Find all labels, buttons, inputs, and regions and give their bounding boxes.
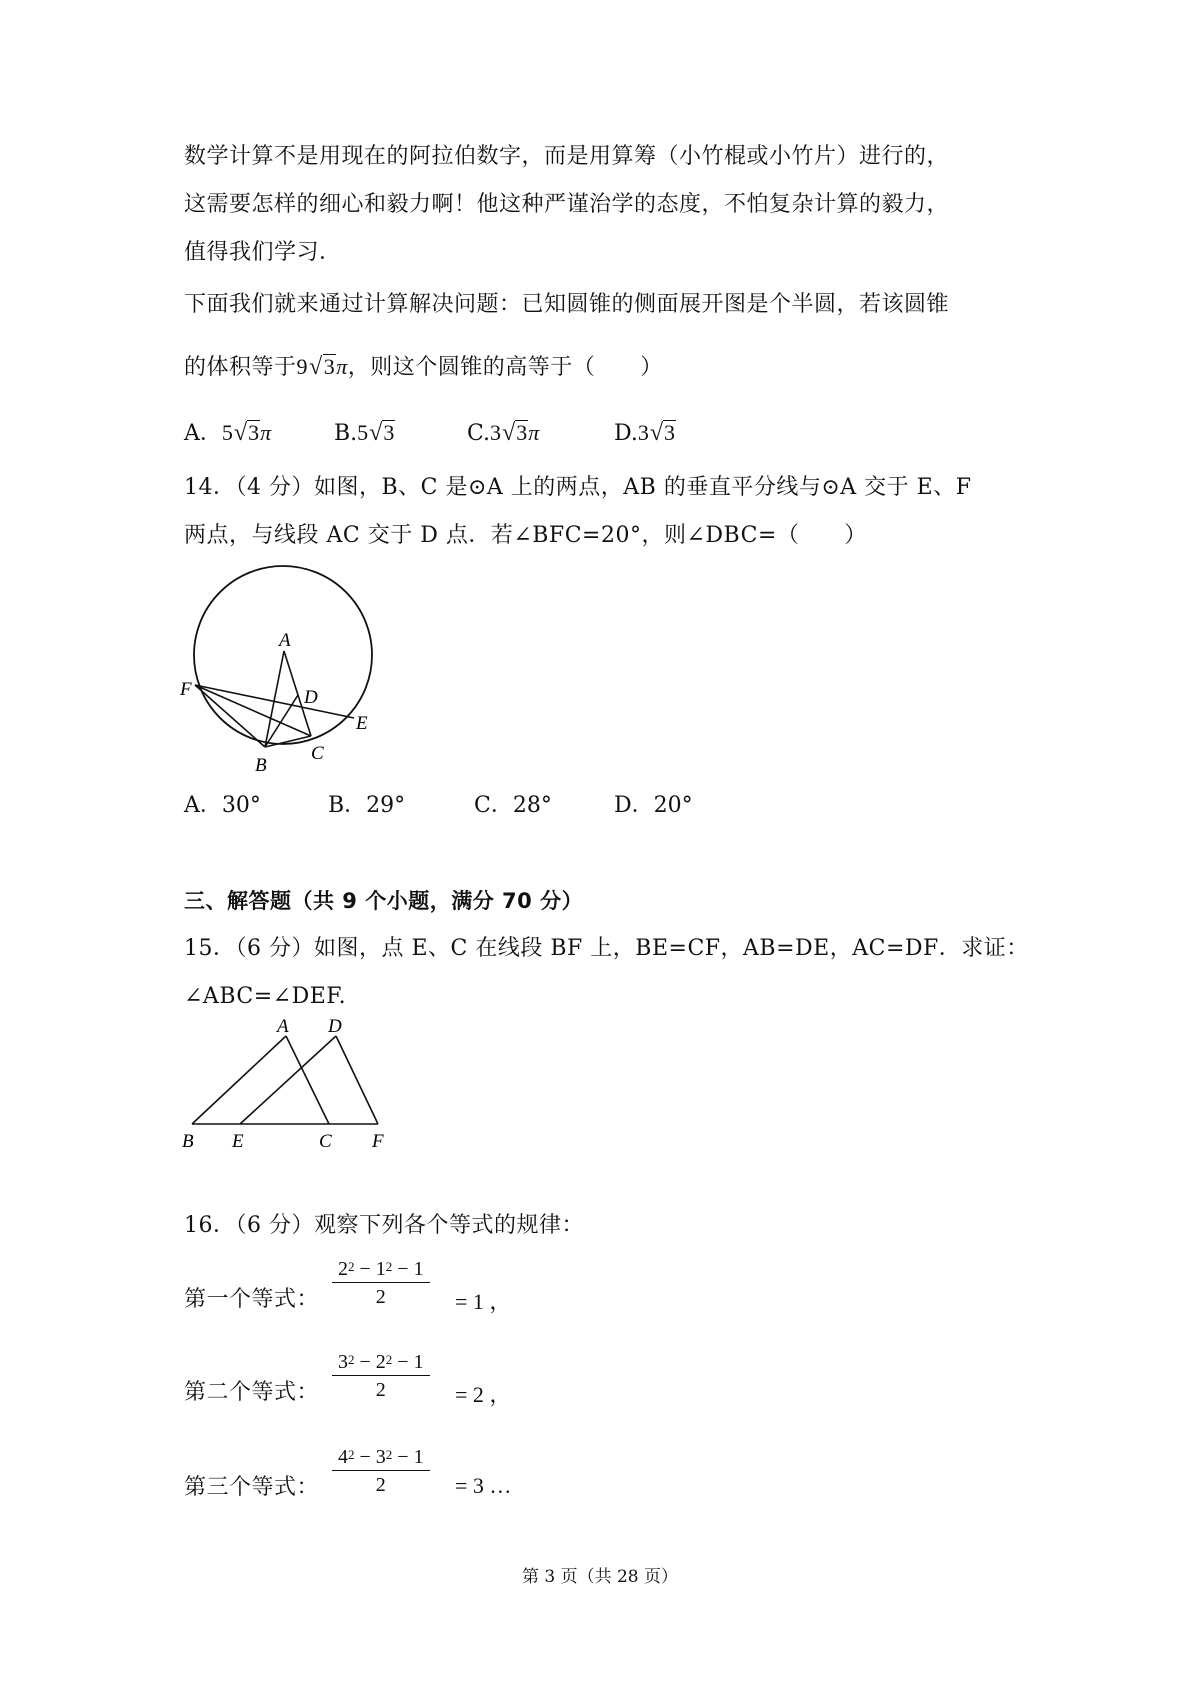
segment-df <box>336 1036 378 1124</box>
segment-fb <box>195 685 265 747</box>
label-f: F <box>372 1131 384 1148</box>
q14-line-1: 14．（4 分）如图，B、C 是⊙A 上的两点，AB 的垂直平分线与⊙A 交于 E、F <box>184 475 972 500</box>
paragraph-line-4: 下面我们就来通过计算解决问题：已知圆锥的侧面展开图是个半圆，若该圆锥 <box>184 292 950 317</box>
label-b: B <box>182 1131 194 1148</box>
eq3-label: 第三个等式： <box>184 1475 320 1500</box>
label-c: C <box>311 743 324 764</box>
eq2-fraction: $\frac{3^2 - 2^2 - 1}{2}$ <box>332 1349 430 1404</box>
q16-line-1: 16．（6 分）观察下列各个等式的规律： <box>184 1213 584 1238</box>
eq2-rhs: = 2 ， <box>455 1382 512 1407</box>
label-f: F <box>180 679 192 700</box>
q14-option-b: B．29° <box>328 793 406 818</box>
paragraph-line-3: 值得我们学习． <box>184 240 342 265</box>
segment-ed <box>240 1036 336 1124</box>
q15-line-2: ∠ABC=∠DEF. <box>184 984 347 1009</box>
volume-expression: 9√3π <box>296 354 348 380</box>
q13-option-a: A．5√3π <box>184 420 272 446</box>
paragraph-line-2: 这需要怎样的细心和毅力啊！他这种严谨治学的态度，不怕复杂计算的毅力， <box>184 192 950 217</box>
q14-option-c: C．28° <box>474 793 552 818</box>
q13-option-c: C.3√3π <box>467 420 540 446</box>
line5-suffix: ，则这个圆锥的高等于（ ） <box>347 355 663 380</box>
eq3-fraction: $\frac{4^2 - 3^2 - 1}{2}$ <box>332 1444 430 1499</box>
q13-option-d: D.3√3 <box>614 420 676 446</box>
eq1-fraction: $\frac{2^2 - 1^2 - 1}{2}$ <box>332 1256 430 1311</box>
paragraph-line-5 <box>184 352 663 383</box>
q15-line-1: 15．（6 分）如图，点 E、C 在线段 BF 上，BE=CF，AB=DE，AC=DF．求证： <box>184 936 1029 961</box>
q14-option-d: D．20° <box>614 793 693 818</box>
q14-option-a: A．30° <box>184 793 261 818</box>
segment-fe <box>195 685 354 718</box>
line5-prefix: 的体积等于 <box>184 355 297 380</box>
page-footer: 第 3 页（共 28 页） <box>521 1567 679 1587</box>
label-e: E <box>232 1131 244 1148</box>
section-heading: 三、解答题（共 9 个小题，满分 70 分） <box>184 889 584 913</box>
label-a: A <box>279 630 291 651</box>
eq2-label: 第二个等式： <box>184 1380 320 1405</box>
label-d: D <box>304 687 318 708</box>
q13-option-b: B.5√3 <box>334 420 395 446</box>
eq1-rhs: = 1 ， <box>455 1289 512 1314</box>
q14-line-2: 两点，与线段 AC 交于 D 点．若∠BFC=20°，则∠DBC=（ ） <box>184 523 867 548</box>
q14-circle-figure <box>180 565 390 780</box>
label-c: C <box>319 1131 332 1148</box>
eq3-rhs: = 3 … <box>455 1473 512 1498</box>
label-b: B <box>255 755 267 776</box>
paragraph-line-1: 数学计算不是用现在的阿拉伯数字，而是用算筹（小竹棍或小竹片）进行的， <box>184 144 950 169</box>
segment-ba <box>192 1036 286 1124</box>
label-a: A <box>277 1016 289 1037</box>
eq1-label: 第一个等式： <box>184 1287 320 1312</box>
label-e: E <box>356 713 368 734</box>
label-d: D <box>328 1016 342 1037</box>
q15-triangles-figure <box>178 1013 398 1148</box>
